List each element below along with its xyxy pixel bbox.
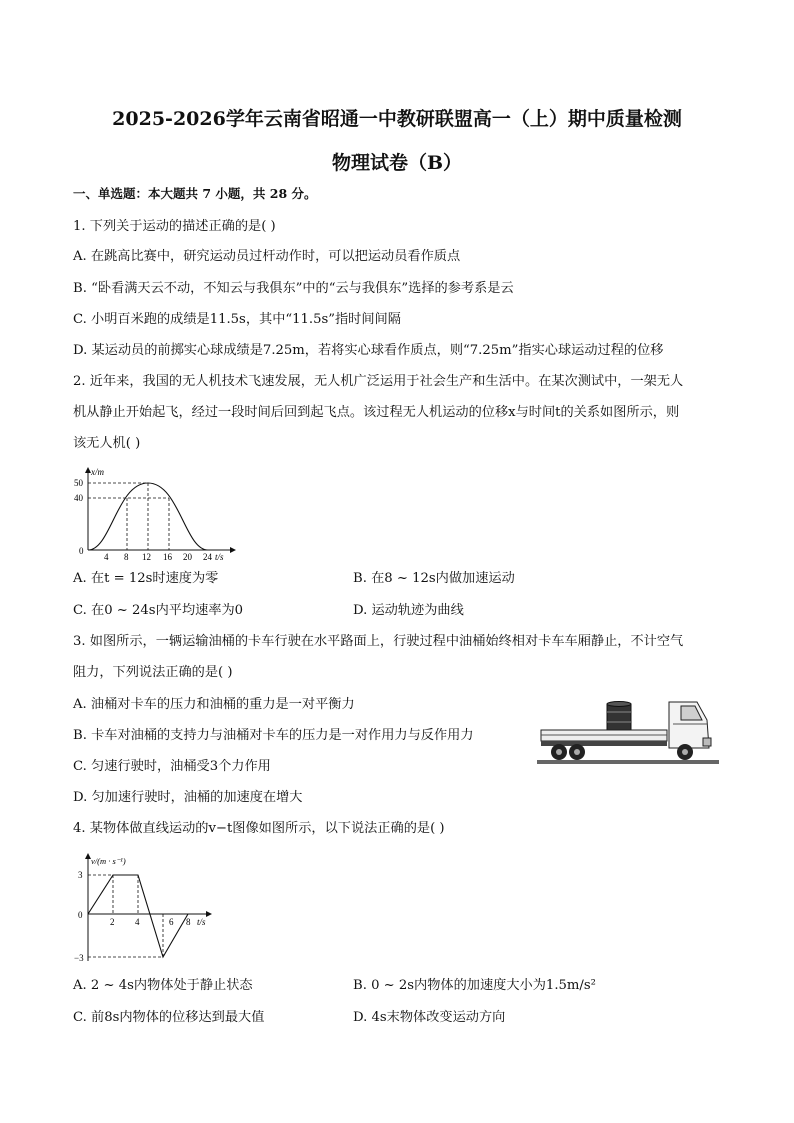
q2-option-b: B. 在8 ~ 12s内做加速运动 xyxy=(353,571,515,586)
q4-ylabel: v/(m · s⁻¹) xyxy=(91,856,126,866)
q2-stem-line1: 2. 近年来，我国的无人机技术飞速发展，无人机广泛运用于社会生产和生活中。在某次测试中，一架无人 xyxy=(73,374,684,389)
q4-ytick-neg3: −3 xyxy=(74,953,84,963)
q4-xtick-2: 2 xyxy=(110,917,115,927)
q2-xtick-8: 8 xyxy=(124,552,129,562)
q2-xt-graph xyxy=(73,462,243,562)
q4-option-d: D. 4s末物体改变运动方向 xyxy=(353,1010,506,1025)
q2-ylabel: x/m xyxy=(91,467,104,477)
truck-illustration xyxy=(537,692,719,766)
q1-option-b: B. “卧看满天云不动，不知云与我俱东”中的“云与我俱东”选择的参考系是云 xyxy=(73,281,514,296)
q4-xtick-8: 8 xyxy=(186,917,191,927)
q2-stem-line3: 该无人机( ) xyxy=(73,436,141,451)
q1-option-a: A. 在跳高比赛中，研究运动员过杆动作时，可以把运动员看作质点 xyxy=(73,249,461,264)
q2-ytick-40: 40 xyxy=(74,493,83,503)
q2-xtick-16: 16 xyxy=(163,552,172,562)
q1-option-d: D. 某运动员的前掷实心球成绩是7.25m，若将实心球看作质点，则“7.25m”指实心球运动过程的位移 xyxy=(73,343,664,358)
q4-vt-graph xyxy=(73,848,223,966)
page-title-line2: 物理试卷（B） xyxy=(331,152,463,174)
q2-xtick-4: 4 xyxy=(104,552,109,562)
q2-xlabel: t/s xyxy=(215,552,224,562)
q4-xlabel: t/s xyxy=(197,917,206,927)
page-title-line1: 2025-2026学年云南省昭通一中教研联盟高一（上）期中质量检测 xyxy=(112,108,682,130)
q2-xtick-12: 12 xyxy=(142,552,151,562)
q2-ytick-50: 50 xyxy=(74,478,83,488)
q4-xtick-6: 6 xyxy=(169,917,174,927)
q2-option-c: C. 在0 ~ 24s内平均速率为0 xyxy=(73,603,244,618)
q4-option-b: B. 0 ~ 2s内物体的加速度大小为1.5m/s² xyxy=(353,978,596,993)
q2-xtick-20: 20 xyxy=(183,552,192,562)
q2-xtick-24: 24 xyxy=(203,552,212,562)
q4-ytick-0: 0 xyxy=(78,910,83,920)
q3-option-d: D. 匀加速行驶时，油桶的加速度在增大 xyxy=(73,790,303,805)
q2-option-a: A. 在t = 12s时速度为零 xyxy=(73,571,219,586)
q4-ytick-3: 3 xyxy=(78,870,83,880)
q2-ytick-0: 0 xyxy=(79,546,84,556)
q4-option-a: A. 2 ~ 4s内物体处于静止状态 xyxy=(73,978,253,993)
q3-stem-line2: 阻力，下列说法正确的是( ) xyxy=(73,665,233,680)
q4-stem: 4. 某物体做直线运动的v−t图像如图所示，以下说法正确的是( ) xyxy=(73,821,445,836)
oil-barrel xyxy=(607,702,631,731)
q3-option-b: B. 卡车对油桶的支持力与油桶对卡车的压力是一对作用力与反作用力 xyxy=(73,728,474,743)
q3-option-a: A. 油桶对卡车的压力和油桶的重力是一对平衡力 xyxy=(73,697,355,712)
q1-option-c: C. 小明百米跑的成绩是11.5s，其中“11.5s”指时间间隔 xyxy=(73,312,401,327)
section-heading: 一、单选题：本大题共 7 小题，共 28 分。 xyxy=(73,186,317,201)
q3-stem-line1: 3. 如图所示，一辆运输油桶的卡车行驶在水平路面上，行驶过程中油桶始终相对卡车车厢静止，不计空气 xyxy=(73,634,684,649)
q3-option-c: C. 匀速行驶时，油桶受3个力作用 xyxy=(73,759,271,774)
q1-stem: 1. 下列关于运动的描述正确的是( ) xyxy=(73,219,276,234)
q4-option-c: C. 前8s内物体的位移达到最大值 xyxy=(73,1010,265,1025)
q2-stem-line2: 机从静止开始起飞，经过一段时间后回到起飞点。该过程无人机运动的位移x与时间t的关系如图所示，则 xyxy=(73,405,680,420)
q4-xtick-4: 4 xyxy=(135,917,140,927)
q2-option-d: D. 运动轨迹为曲线 xyxy=(353,603,464,618)
